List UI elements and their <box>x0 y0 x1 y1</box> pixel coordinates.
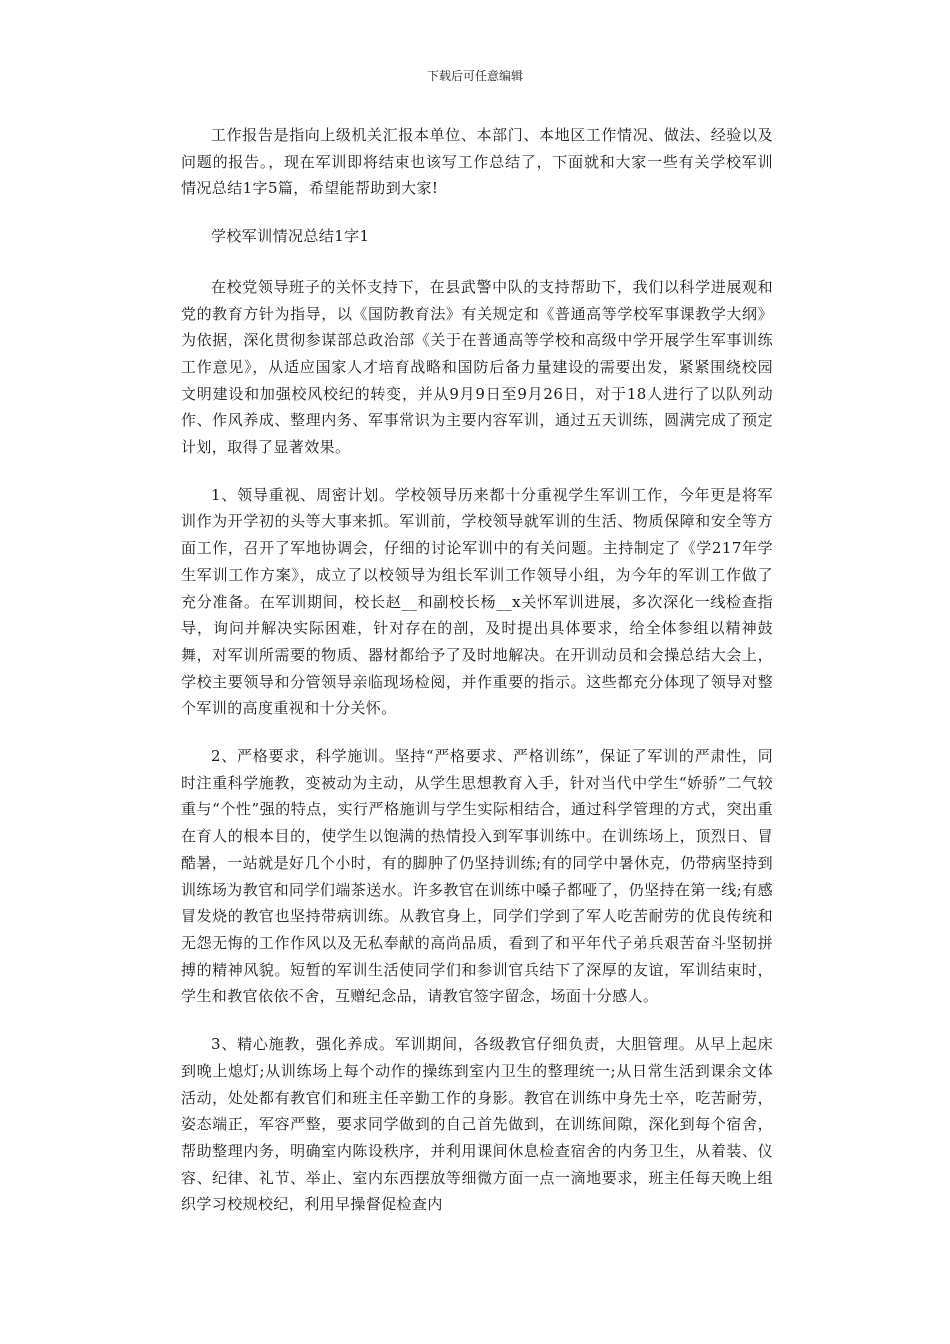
point-2-paragraph: 2、严格要求，科学施训。坚持“严格要求、严格训练”，保证了军训的严肃性，同时注重科学施教，变被动为主动，从学生思想教育入手，针对当代中学生“娇骄”二气较重与“个性”强的特点，实行严格施训与学生实际相结合，通过科学管理的方式，突出重在育人的根本目的，使学生以饱满的热情投入到军事训练中。在训练场上，顶烈日、冒酷暑，一站就是好几个小时，有的脚肿了仍坚持训练;有的同学中暑休克，仍带病坚持到训练场为教官和同学们端茶送水。许多教官在训练中嗓子都哑了，仍坚持在第一线;有感冒发烧的教官也坚持带病训练。从教官身上，同学们学到了军人吃苦耐劳的优良传统和无怨无悔的工作作风以及无私奉献的高尚品质，看到了和平年代子弟兵艰苦奋斗坚韧拼搏的精神风貌。短暂的军训生活使同学们和参训官兵结下了深厚的友谊，军训结束时，学生和教官依依不舍，互赠纪念品，请教官签字留念，场面十分感人。 <box>181 747 773 1006</box>
point-3-paragraph: 3、精心施教，强化养成。军训期间，各级教官仔细负责，大胆管理。从早上起床到晚上熄灯;从训练场上每个动作的操练到室内卫生的整理统一;从日常生活到课余文体活动，处处都有教官们和班主任辛勤工作的身影。教官在训练中身先士卒，吃苦耐劳，姿态端正，军容严整，要求同学做到的自己首先做到，在训练间隙，深化到每个宿舍，帮助整理内务，明确室内陈设秩序，并利用课间休息检查宿舍的内务卫生，从着装、仪容、纪律、礼节、举止、室内东西摆放等细微方面一点一滴地要求，班主任每天晚上组织学习校规校纪，利用早操督促检查内 <box>181 1035 773 1214</box>
document-body <box>181 122 773 1239</box>
point-1-paragraph: 1、领导重视、周密计划。学校领导历来都十分重视学生军训工作，今年更是将军训作为开学初的头等大事来抓。军训前，学校领导就军训的生活、物质保障和安全等方面工作，召开了军地协调会，仔细的讨论军训中的有关问题。主持制定了《学217年学生军训工作方案》，成立了以校领导为组长军训工作领导小组，为今年的军训工作做了充分准备。在军训期间，校长赵__和副校长杨__x关怀军训进展，多次深化一线检查指导，询问并解决实际困难，针对存在的剖，及时提出具体要求，给全体参组以精神鼓舞，对军训所需要的物质、器材都给予了及时地解决。在开训动员和会操总结大会上，学校主要领导和分管领导亲临现场检阅，并作重要的指示。这些都充分体现了领导对整个军训的高度重视和十分关怀。 <box>181 485 773 718</box>
page-header-note: 下载后可任意编辑 <box>426 69 523 83</box>
body-paragraph: 在校党领导班子的关怀支持下，在县武警中队的支持帮助下，我们以科学进展观和党的教育方针为指导，以《国防教育法》有关规定和《普通高等学校军事课教学大纲》为依据，深化贯彻参谋部总政治部《关于在普通高等学校和高级中学开展学生军事训练工作意见》，从适应国家人才培育战略和国防后备力量建设的需要出发，紧紧围绕校园文明建设和加强校风校纪的转变，并从9月9日至9月26日，对于18人进行了以队列动作、作风养成、整理内务、军事常识为主要内容军训，通过五天训练，圆满完成了预定计划，取得了显著效果。 <box>181 277 773 457</box>
intro-paragraph: 工作报告是指向上级机关汇报本单位、本部门、本地区工作情况、做法、经验以及问题的报告。，现在军训即将结束也该写工作总结了，下面就和大家一些有关学校军训情况总结1字5篇，希望能帮助到大家! <box>181 126 773 198</box>
section-heading: 学校军训情况总结1字1 <box>211 227 370 246</box>
